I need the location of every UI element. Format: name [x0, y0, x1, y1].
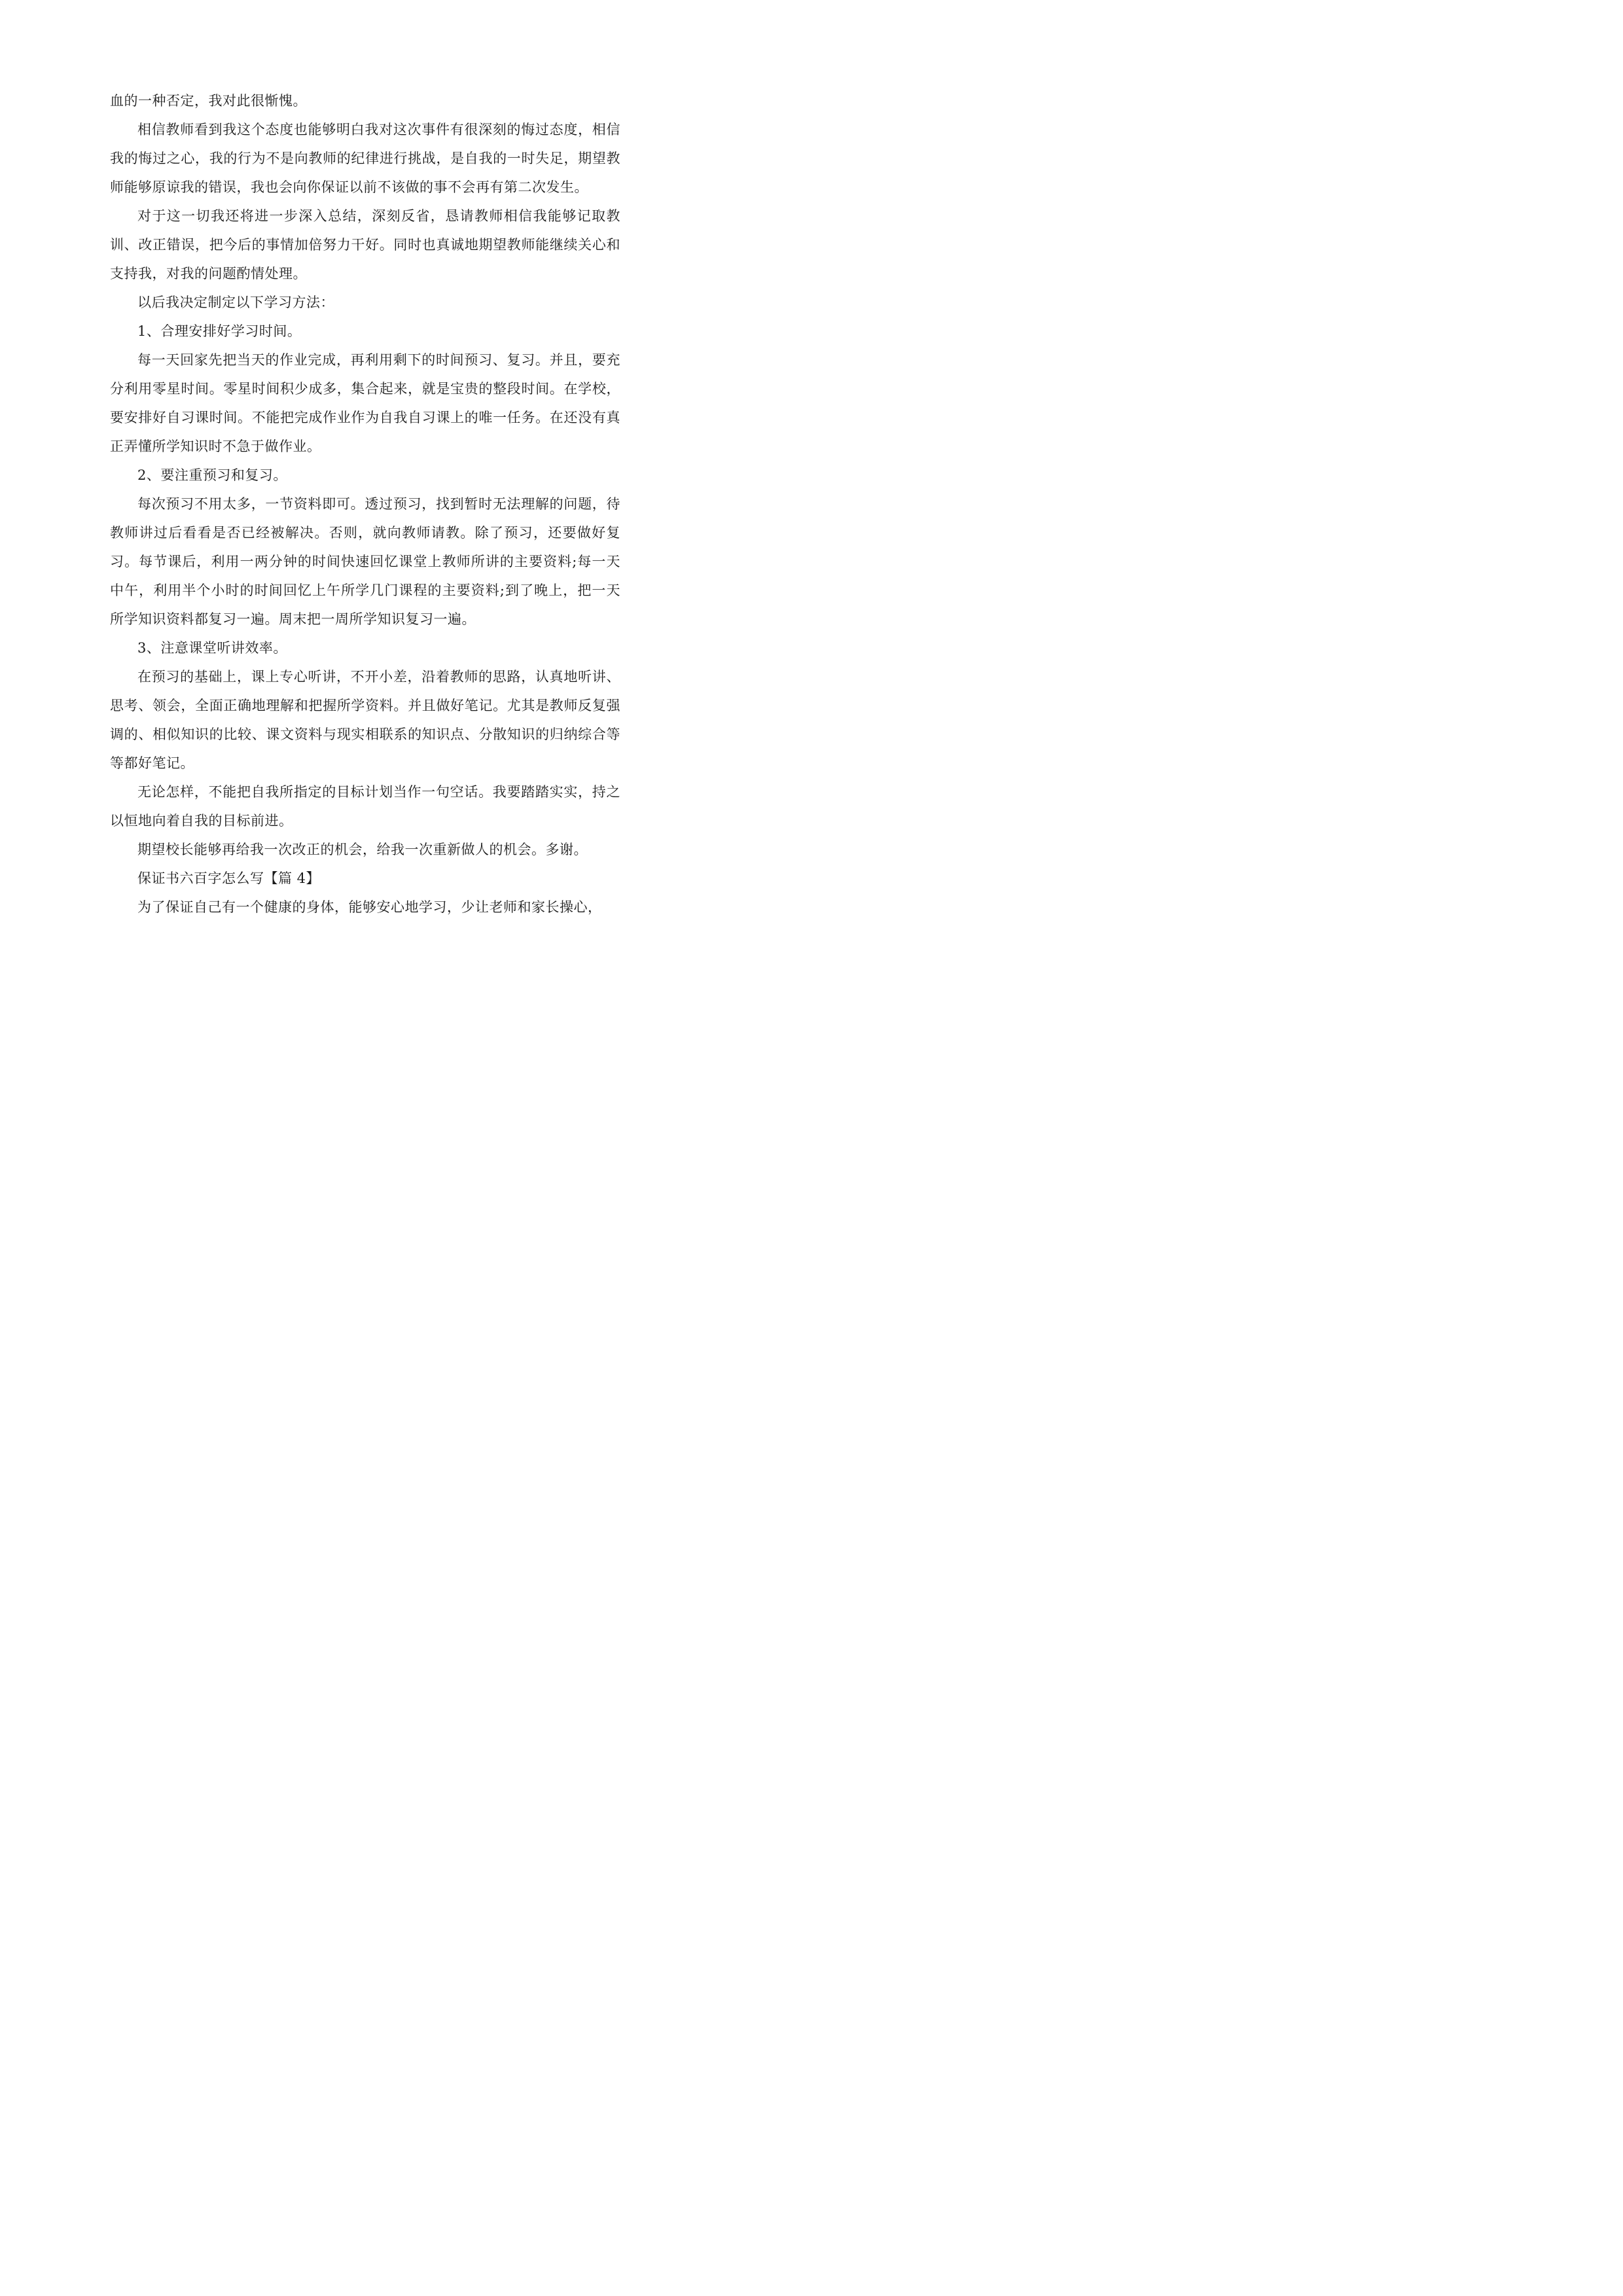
paragraph: 无论怎样，不能把自我所指定的目标计划当作一句空话。我要踏踏实实，持之以恒地向着自我的目标前进。	[110, 784, 620, 829]
document-page	[0, 0, 726, 1026]
paragraph: 为了保证自己有一个健康的身体，能够安心地学习，少让老师和家长操心，	[137, 899, 602, 915]
paragraph: 每一天回家先把当天的作业完成，再利用剩下的时间预习、复习。并且，要充分利用零星时间。零星时间积少成多，集合起来，就是宝贵的整段时间。在学校，要安排好自习课时间。不能把完成作业作为自我自习课上的唯一任务。在还没有真正弄懂所学知识时不急于做作业。	[110, 352, 620, 454]
paragraph: 以后我决定制定以下学习方法：	[137, 295, 334, 310]
paragraph: 期望校长能够再给我一次改正的机会，给我一次重新做人的机会。多谢。	[137, 842, 588, 857]
document-body	[110, 86, 620, 922]
list-heading: 2、要注重预习和复习。	[137, 467, 287, 483]
list-heading: 3、注意课堂听讲效率。	[137, 640, 287, 656]
paragraph: 相信教师看到我这个态度也能够明白我对这次事件有很深刻的悔过态度，相信我的悔过之心，我的行为不是向教师的纪律进行挑战，是自我的一时失足，期望教师能够原谅我的错误，我也会向你保证以前不该做的事不会再有第二次发生。	[110, 122, 620, 195]
paragraph: 在预习的基础上，课上专心听讲，不开小差，沿着教师的思路，认真地听讲、思考、领会，全面正确地理解和把握所学资料。并且做好笔记。尤其是教师反复强调的、相似知识的比较、课文资料与现实相联系的知识点、分散知识的归纳综合等等都好笔记。	[110, 669, 620, 771]
paragraph: 每次预习不用太多，一节资料即可。透过预习，找到暂时无法理解的问题，待教师讲过后看看是否已经被解决。否则，就向教师请教。除了预习，还要做好复习。每节课后，利用一两分钟的时间快速回忆课堂上教师所讲的主要资料;每一天中午，利用半个小时的时间回忆上午所学几门课程的主要资料;到了晚上，把一天所学知识资料都复习一遍。周末把一周所学知识复习一遍。	[110, 496, 620, 627]
paragraph: 血的一种否定，我对此很惭愧。	[110, 93, 307, 109]
paragraph: 对于这一切我还将进一步深入总结，深刻反省，恳请教师相信我能够记取教训、改正错误，把今后的事情加倍努力干好。同时也真诚地期望教师能继续关心和支持我，对我的问题酌情处理。	[110, 208, 620, 281]
list-heading: 1、合理安排好学习时间。	[137, 323, 302, 339]
section-heading: 保证书六百字怎么写【篇 4】	[137, 870, 321, 886]
